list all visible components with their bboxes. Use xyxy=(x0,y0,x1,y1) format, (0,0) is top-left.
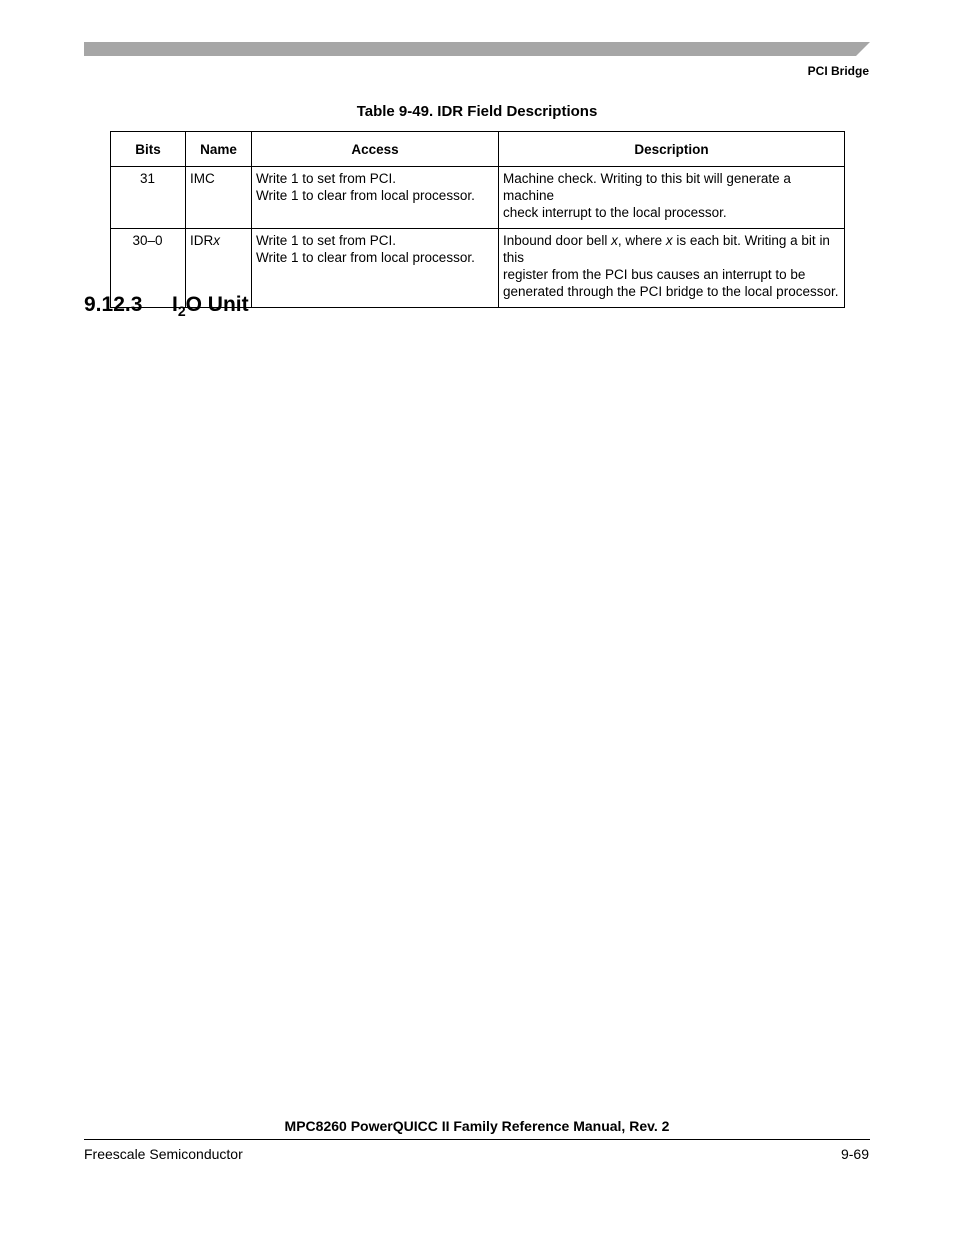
access-line: Write 1 to clear from local processor. xyxy=(256,250,475,265)
cell-access xyxy=(252,229,499,308)
cell-bits: 30–0 xyxy=(111,229,186,308)
section-title-suffix: O Unit xyxy=(185,293,249,316)
description-text: , where xyxy=(617,233,666,248)
description-line: Machine check. Writing to this bit will generate a machine xyxy=(503,171,791,203)
section-heading xyxy=(84,293,249,317)
description-line: generated through the PCI bridge to the local processor. xyxy=(503,284,839,299)
footer-page-number: 9-69 xyxy=(840,1146,869,1162)
name-prefix: IDR xyxy=(190,233,214,248)
name-italic: x xyxy=(213,233,220,248)
description-italic: x xyxy=(665,233,673,248)
table-title: Table 9-49. IDR Field Descriptions xyxy=(356,103,598,120)
cell-description xyxy=(499,229,845,308)
access-line: Write 1 to clear from local processor. xyxy=(256,188,475,203)
access-line: Write 1 to set from PCI. xyxy=(256,233,397,248)
table-header-row xyxy=(111,132,845,167)
description-italic: x xyxy=(611,233,618,248)
footer-company: Freescale Semiconductor xyxy=(84,1146,243,1162)
table-row xyxy=(111,167,845,229)
running-header-section: PCI Bridge xyxy=(807,64,869,78)
column-header-name: Name xyxy=(186,132,252,167)
cell-access xyxy=(252,167,499,229)
section-title-subscript: 2 xyxy=(177,303,186,319)
access-line: Write 1 to set from PCI. xyxy=(256,171,397,186)
description-line: check interrupt to the local processor. xyxy=(503,205,727,220)
footer-manual-title: MPC8260 PowerQUICC II Family Reference Manual, Rev. 2 xyxy=(284,1118,670,1134)
cell-name: IMC xyxy=(186,167,252,229)
column-header-access: Access xyxy=(252,132,499,167)
description-text: is each bit. Writing a bit in this xyxy=(503,233,830,265)
cell-description xyxy=(499,167,845,229)
section-title-prefix: I xyxy=(172,293,178,316)
section-number: 9.12.3 xyxy=(84,293,143,316)
column-header-description: Description xyxy=(499,132,845,167)
idr-field-table xyxy=(110,131,845,308)
description-text: Inbound door bell xyxy=(503,233,612,248)
description-line xyxy=(503,232,839,266)
footer-divider xyxy=(84,1139,870,1140)
cell-bits: 31 xyxy=(111,167,186,229)
column-header-bits: Bits xyxy=(111,132,186,167)
header-bar xyxy=(84,42,870,56)
description-line: register from the PCI bus causes an interrupt to be xyxy=(503,267,806,282)
header-bar-shape xyxy=(84,42,870,56)
